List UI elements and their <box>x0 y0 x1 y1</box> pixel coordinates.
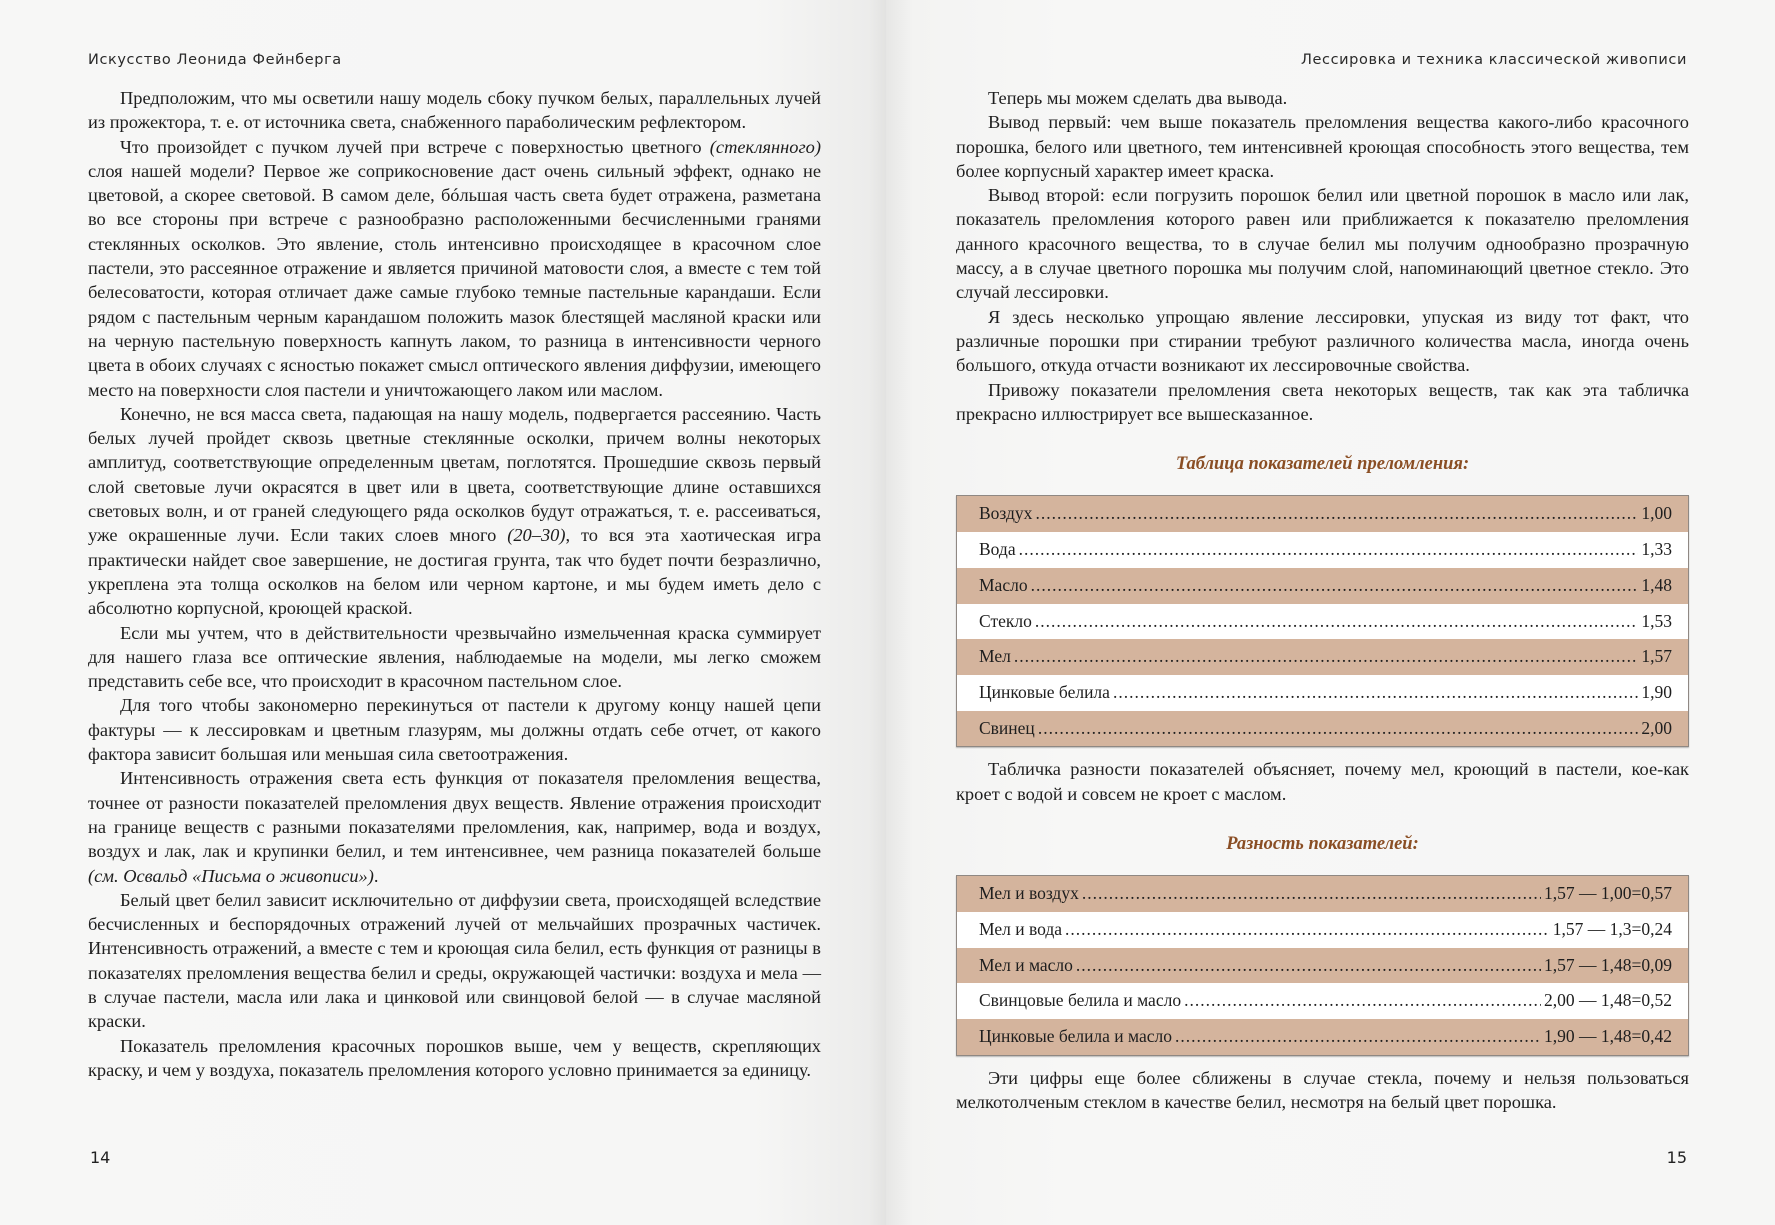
text-run: . <box>373 865 379 886</box>
leader-dots <box>1038 711 1639 747</box>
paragraph: Теперь мы можем сделать два вывода. <box>988 88 1288 108</box>
text-run: Конечно, не вся масса света, падающая на нашу модель, подвергается рассеянию. Часть белых лучей пройдет сквозь цветные стеклянные осколки, причем волны некоторых амплитуд, соответствующие определенным цветам, поглотятся. Прошедшие сквозь первый слой световые лучи окрасятся в цвет или в цвета, соответствующие длине оставшихся световых волн, и от граней следующего ряда осколков будут отражаться, т. е. рассеиваться, уже окрашенные лучи. Если таких слоев много <box>88 403 821 546</box>
paragraph: Эти цифры еще более сближены в случае стекла, почему и нельзя пользоваться мелкотолченым стеклом в качестве белил, несмотря на белый цвет порошка. <box>956 1067 1689 1112</box>
row-value: 1,57 <box>1641 646 1672 667</box>
row-label: Мел и воздух <box>979 883 1079 904</box>
paragraph: Если мы учтем, что в действительности чрезвычайно измельченная краска суммирует для нашего глаза все оптические явления, наблюдаемые на модели, мы легко сможем представить себе все, что происходит в красочном пастельном слое. <box>88 622 821 692</box>
paragraph: Для того чтобы закономерно перекинуться от пастели к другому концу нашей цепи фактуры — к лессировкам и цветным глазурям, мы должны отдать себе отчет, от какого фактора зависит большая или меньшая сила светоотражения. <box>88 695 821 765</box>
refraction-table <box>956 495 1689 747</box>
row-value: 1,57 — 1,3=0,24 <box>1552 918 1672 939</box>
body-text <box>956 86 1689 1114</box>
paragraph: Показатель преломления красочных порошков выше, чем у веществ, скрепляющих краску, и чем у воздуха, показатель преломления которого условно принимается за единицу. <box>88 1035 821 1080</box>
row-label: Свинец <box>979 717 1035 738</box>
row-value: 1,48 <box>1641 574 1672 595</box>
right-page <box>886 0 1775 1225</box>
table-row <box>957 948 1688 984</box>
italic-text: (стеклянного) <box>709 136 821 157</box>
row-value: 1,00 <box>1641 503 1672 524</box>
row-value: 1,90 — 1,48=0,42 <box>1544 1025 1672 1046</box>
table-row <box>957 983 1688 1019</box>
page-number: 15 <box>1666 1148 1687 1167</box>
paragraph <box>88 402 821 621</box>
row-label: Мел и масло <box>979 954 1073 975</box>
left-page <box>0 0 886 1225</box>
running-head: Лессировка и техника классической живописи <box>1300 52 1687 68</box>
paragraph <box>88 135 821 402</box>
row-label: Воздух <box>979 503 1033 524</box>
citation: (см. Освальд «Письма о живописи») <box>88 865 374 886</box>
row-value: 1,90 <box>1641 681 1672 702</box>
leader-dots <box>1031 568 1639 604</box>
row-value: 2,00 — 1,48=0,52 <box>1544 990 1672 1011</box>
row-label: Мел и вода <box>979 918 1063 939</box>
row-label: Свинцовые белила и масло <box>979 990 1182 1011</box>
row-value: 2,00 <box>1641 717 1672 738</box>
paragraph: Привожу показатели преломления света некоторых веществ, так как эта табличка прекрасно иллюстрирует все вышесказанное. <box>956 379 1689 424</box>
row-label: Масло <box>979 574 1028 595</box>
table-row <box>957 1019 1688 1055</box>
table-row <box>957 711 1688 747</box>
leader-dots <box>1035 604 1639 640</box>
row-value: 1,57 — 1,48=0,09 <box>1544 954 1672 975</box>
table-row <box>957 604 1688 640</box>
paragraph: Предположим, что мы осветили нашу модель сбоку пучком белых, параллельных лучей из прожектора, т. е. от источника света, снабженного параболическим рефлектором. <box>88 88 821 133</box>
paragraph: Я здесь несколько упрощаю явление лессировки, упуская из виду тот факт, что различные порошки при стирании требуют различного количества масла, иногда очень большого, откуда отчасти возникают их лессировочные свойства. <box>956 306 1689 376</box>
leader-dots <box>1019 532 1639 568</box>
table-row <box>957 496 1688 532</box>
leader-dots <box>1175 1019 1541 1055</box>
difference-table <box>956 875 1689 1055</box>
body-text <box>88 86 821 1082</box>
text-run: Что произойдет с пучком лучей при встрече с поверхностью цветного <box>120 136 710 157</box>
leader-dots <box>1184 983 1541 1019</box>
page-number: 14 <box>90 1148 111 1167</box>
row-value: 1,57 — 1,00=0,57 <box>1544 883 1672 904</box>
row-label: Вода <box>979 539 1016 560</box>
italic-text: (20–30) <box>507 525 566 546</box>
leader-dots <box>1113 675 1638 711</box>
leader-dots <box>1035 496 1638 532</box>
leader-dots <box>1014 639 1639 675</box>
table-row <box>957 912 1688 948</box>
leader-dots <box>1065 912 1550 948</box>
refraction-table-title: Таблица показателей преломления: <box>1175 454 1470 475</box>
row-label: Цинковые белила и масло <box>979 1025 1173 1046</box>
paragraph: Белый цвет белил зависит исключительно от диффузии света, происходящей вследствие бесчисленных и беспорядочных отражений лучей от мельчайших прозрачных частичек. Интенсивность отражений, а вместе с тем и кроющая сила белил, есть функция от разницы в показателях преломления вещества белил и среды, окружающей частички: воздуха и мела — в случае пастели, масла или лака и цинковой или свинцовой белой — в случае масляной краски. <box>88 889 821 1032</box>
row-label: Мел <box>979 646 1011 667</box>
text-run: , то вся эта хаотическая игра практически найдет свое завершение, не достигая грунта, так что будет почти безразлично, укреплена эта толща осколков на белом или черном картоне, и мы будем иметь дело с абсолютно корпусной, кроющей краской. <box>88 525 821 619</box>
row-value: 1,53 <box>1641 610 1672 631</box>
row-label: Цинковые белила <box>979 681 1110 702</box>
row-label: Стекло <box>979 610 1032 631</box>
leader-dots <box>1076 948 1541 984</box>
row-value: 1,33 <box>1641 539 1672 560</box>
table-row <box>957 876 1688 912</box>
running-head: Искусство Леонида Фейнберга <box>88 52 342 68</box>
difference-table-title: Разность показателей: <box>1226 833 1419 854</box>
text-run: слоя нашей модели? Первое же соприкосновение даст очень сильный эффект, однако не цветовой, а скорее световой. В самом деле, бóльшая часть света будет отражена, разметана во все стороны при встрече с разнообразно расположенными бесчисленными гранями стеклянных осколков. Это явление, столь интенсивно происходящее в красочном слое пастели, это рассеянное отражение и является причиной матовости слоя, а вместе с тем той белесоватости, которая отличает даже самые глубоко темные пастельные карандаши. Если рядом с пастельным черным карандашом положить мазок блестящей масляной краски или на черную пастельную поверхность капнуть лаком, то разница в интенсивности черного цвета в обоих случаях с ясностью покажет смысл оптического явления диффузии, имеющего место на поверхности слоя пастели и уничтожающего лаком или маслом. <box>88 160 821 400</box>
table-row <box>957 568 1688 604</box>
paragraph <box>88 766 821 887</box>
table-row <box>957 675 1688 711</box>
table-row <box>957 639 1688 675</box>
paragraph: Вывод первый: чем выше показатель преломления вещества какого-либо красочного порошка, белого или цветного, тем интенсивней кроющая способность этого вещества, тем более корпусный характер имеет краска. <box>956 112 1689 181</box>
table-row <box>957 532 1688 568</box>
paragraph: Вывод второй: если погрузить порошок белил или цветной порошок в масло или лак, показатель преломления которого равен или приближается к показателю преломления данного красочного вещества, то в случае белил мы получим однообразно прозрачную массу, а в случае цветного порошка мы получим слой, напоминающий цветное стекло. Это случай лессировки. <box>956 185 1689 303</box>
text-run: Интенсивность отражения света есть функция от показателя преломления вещества, точнее от разности показателей преломления двух веществ. Явление отражения происходит на границе веществ с разными показателями преломления, как, например, вода и воздух, воздух и лак, лак и крупинки белил, и тем интенсивнее, чем разница показателей больше <box>88 768 821 862</box>
paragraph: Табличка разности показателей объясняет, почему мел, кроющий в пастели, кое-как кроет с водой и совсем не кроет с маслом. <box>956 759 1689 804</box>
leader-dots <box>1082 876 1541 912</box>
